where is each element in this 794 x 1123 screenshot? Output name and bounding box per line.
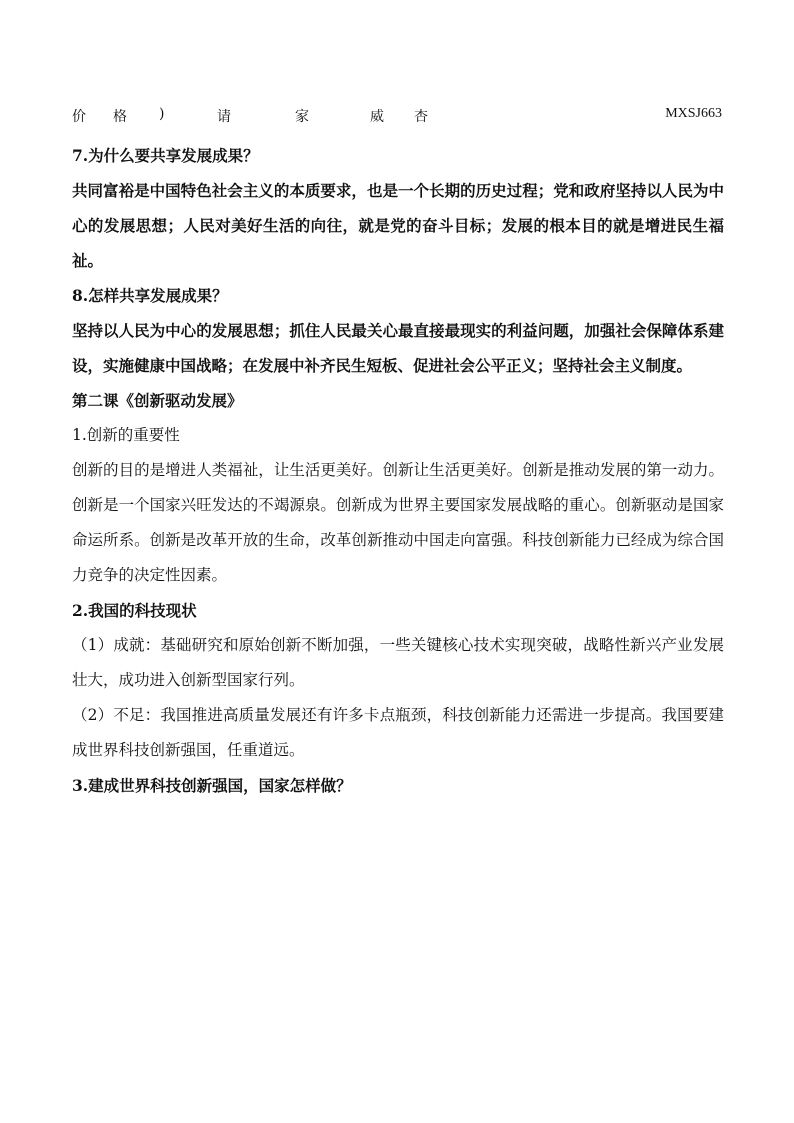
- header-char: 威: [370, 109, 384, 125]
- page-header: [72, 106, 722, 126]
- document-code: MXSJ663: [665, 106, 722, 121]
- header-char: 格: [113, 109, 127, 125]
- shortcoming-paragraph: （2）不足：我国推进高质量发展还有许多卡点瓶颈，科技创新能力还需进一步提高。我国要建成世界科技创新强国，任重道远。: [72, 706, 724, 759]
- header-char: 家: [295, 109, 309, 125]
- document-body: [72, 138, 724, 803]
- header-char: 请: [217, 109, 231, 125]
- header-char: 价: [72, 109, 86, 125]
- achievement-paragraph: （1）成就：基础研究和原始创新不断加强，一些关键核心技术实现突破，战略性新兴产业发展壮大，成功进入创新型国家行列。: [72, 636, 724, 689]
- answer-paragraph-8: 坚持以人民为中心的发展思想；抓住人民最关心最直接最现实的利益问题，加强社会保障体系建设，实施健康中国战略；在发展中补齐民生短板、促进社会公平正义；坚持社会主义制度。: [72, 321, 724, 375]
- section-heading-2: 2.我国的科技现状: [72, 601, 197, 620]
- header-char: 杏: [414, 109, 428, 125]
- section-paragraph-1: 创新的目的是增进人类福祉，让生活更美好。创新让生活更美好。创新是推动发展的第一动力。创新是一个国家兴旺发达的不竭源泉。创新成为世界主要国家发展战略的重心。创新驱动是国家命运所系。创新是改革开放的生命，改革创新推动中国走向富强。科技创新能力已经成为综合国力竞争的决定性因素。: [72, 461, 724, 584]
- answer-paragraph-7: 共同富裕是中国特色社会主义的本质要求，也是一个长期的历史过程；党和政府坚持以人民为中心的发展思想；人民对美好生活的向往，就是党的奋斗目标；发展的根本目的就是增进民生福祉。: [72, 181, 724, 270]
- question-heading-7: 7.为什么要共享发展成果？: [72, 146, 259, 165]
- question-heading-8: 8.怎样共享发展成果？: [72, 286, 228, 305]
- header-char: ): [159, 106, 165, 122]
- section-heading-1: 1.创新的重要性: [72, 426, 180, 444]
- section-heading-3: 3.建成世界科技创新强国，国家怎样做？: [72, 776, 352, 795]
- lesson-title: 第二课《创新驱动发展》: [72, 391, 243, 410]
